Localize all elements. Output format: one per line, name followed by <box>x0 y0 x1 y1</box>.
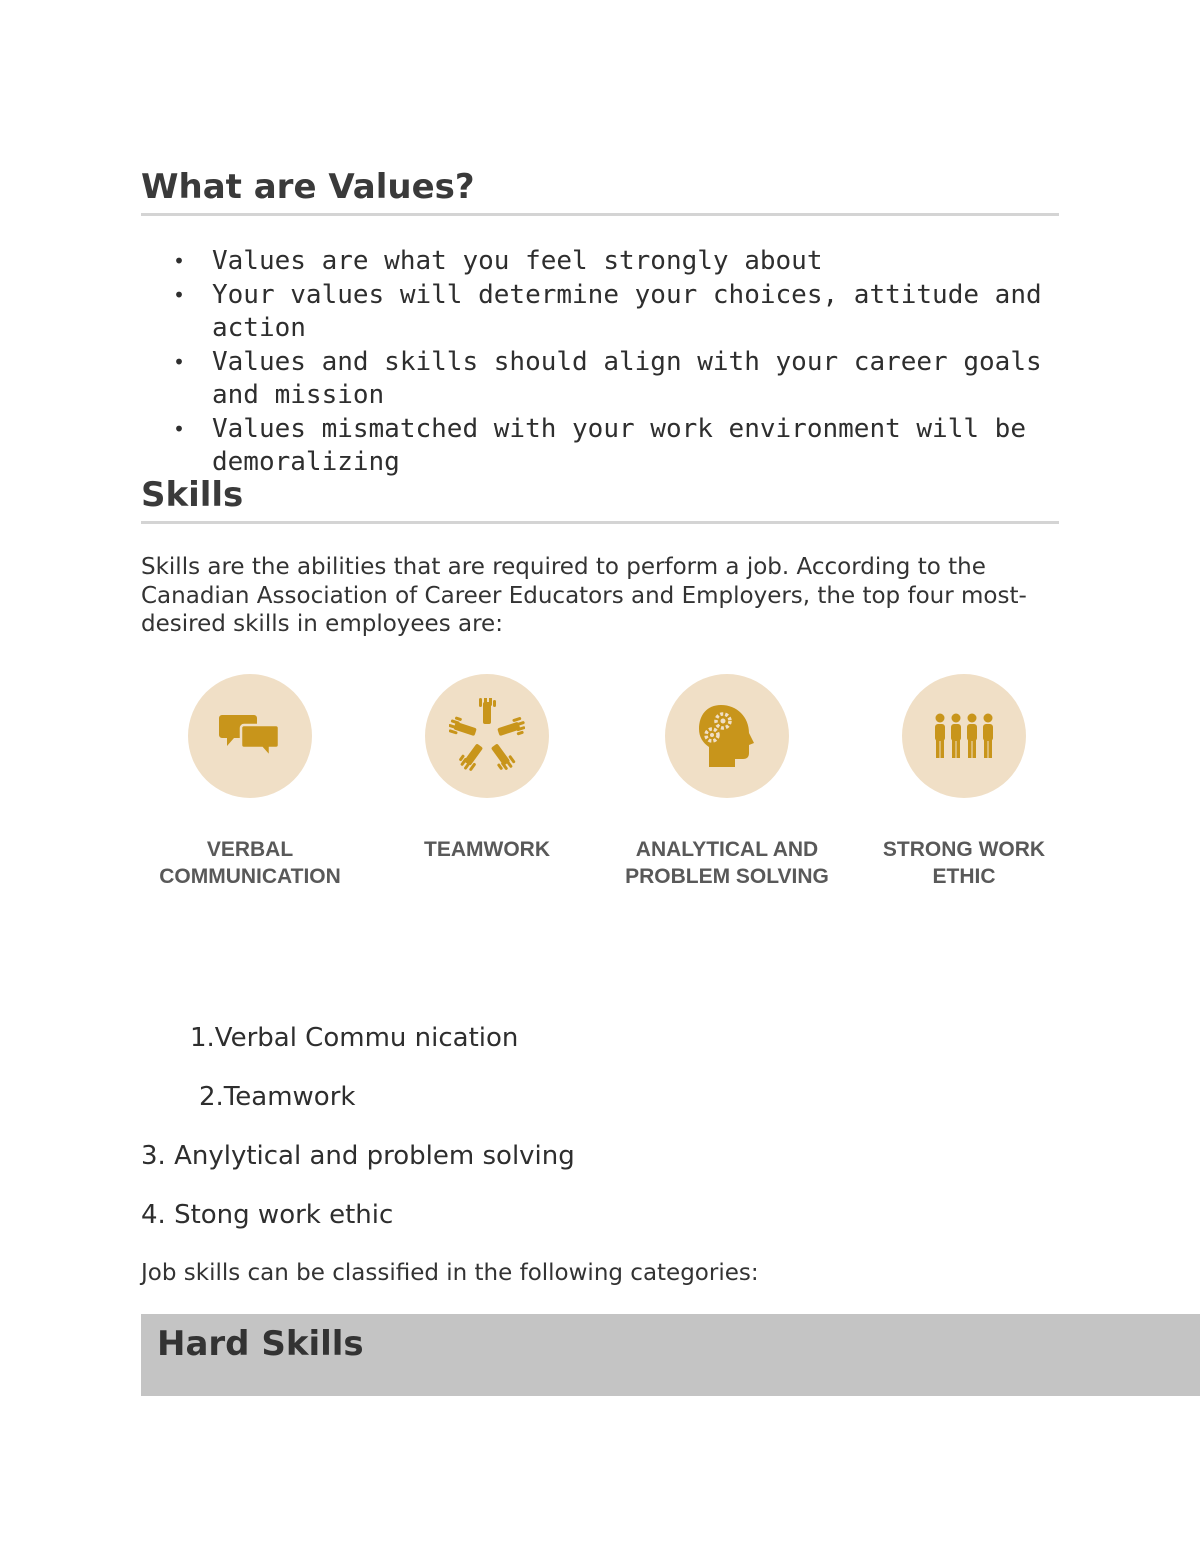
skill-label: VERBAL COMMUNICATION <box>159 838 341 888</box>
values-bullet-list <box>141 245 1059 480</box>
head-gears-icon <box>697 703 757 769</box>
skill-icon-circle <box>188 674 312 798</box>
numbered-item: 4. Stong work ethic <box>141 1200 394 1230</box>
skill-label: TEAMWORK <box>424 838 550 861</box>
joined-hands-icon <box>449 698 525 774</box>
values-bullet-item: • Values mismatched with your work environment will be demoralizing <box>141 413 1059 480</box>
values-bullet-item: • Your values will determine your choices, attitude and action <box>141 279 1059 346</box>
values-bullet-item: • Values are what you feel strongly about <box>141 245 1059 279</box>
skills-heading: Skills <box>141 475 244 515</box>
skill-analytical-problem-solving <box>612 674 842 890</box>
hard-skills-banner <box>141 1314 1200 1396</box>
skill-label: ANALYTICAL AND PROBLEM SOLVING <box>625 838 829 888</box>
values-bullet-item: • Values and skills should align with your career goals and mission <box>141 346 1059 413</box>
people-group-icon <box>932 713 996 759</box>
skills-intro-paragraph: Skills are the abilities that are required to perform a job. According to the Canadian Association of Career Educators and Employers, the top four most-desired skills in employees are: <box>141 554 1027 637</box>
skill-label: STRONG WORK ETHIC <box>882 838 1046 888</box>
hard-skills-heading: Hard Skills <box>157 1324 364 1364</box>
skill-icon-circle <box>425 674 549 798</box>
speech-bubbles-icon <box>218 711 282 761</box>
values-heading: What are Values? <box>141 167 475 207</box>
skill-strong-work-ethic <box>849 674 1079 890</box>
values-divider <box>141 213 1059 216</box>
categories-intro: Job skills can be classified in the following categories: <box>141 1260 759 1286</box>
skill-icon-circle <box>902 674 1026 798</box>
skill-teamwork <box>372 674 602 863</box>
skill-icon-circle <box>665 674 789 798</box>
numbered-item: 2.Teamwork <box>199 1082 356 1112</box>
numbered-item: 3. Anylytical and problem solving <box>141 1141 575 1171</box>
skill-verbal-communication <box>135 674 365 890</box>
numbered-item: 1.Verbal Commu nication <box>190 1023 519 1053</box>
skills-divider <box>141 521 1059 524</box>
